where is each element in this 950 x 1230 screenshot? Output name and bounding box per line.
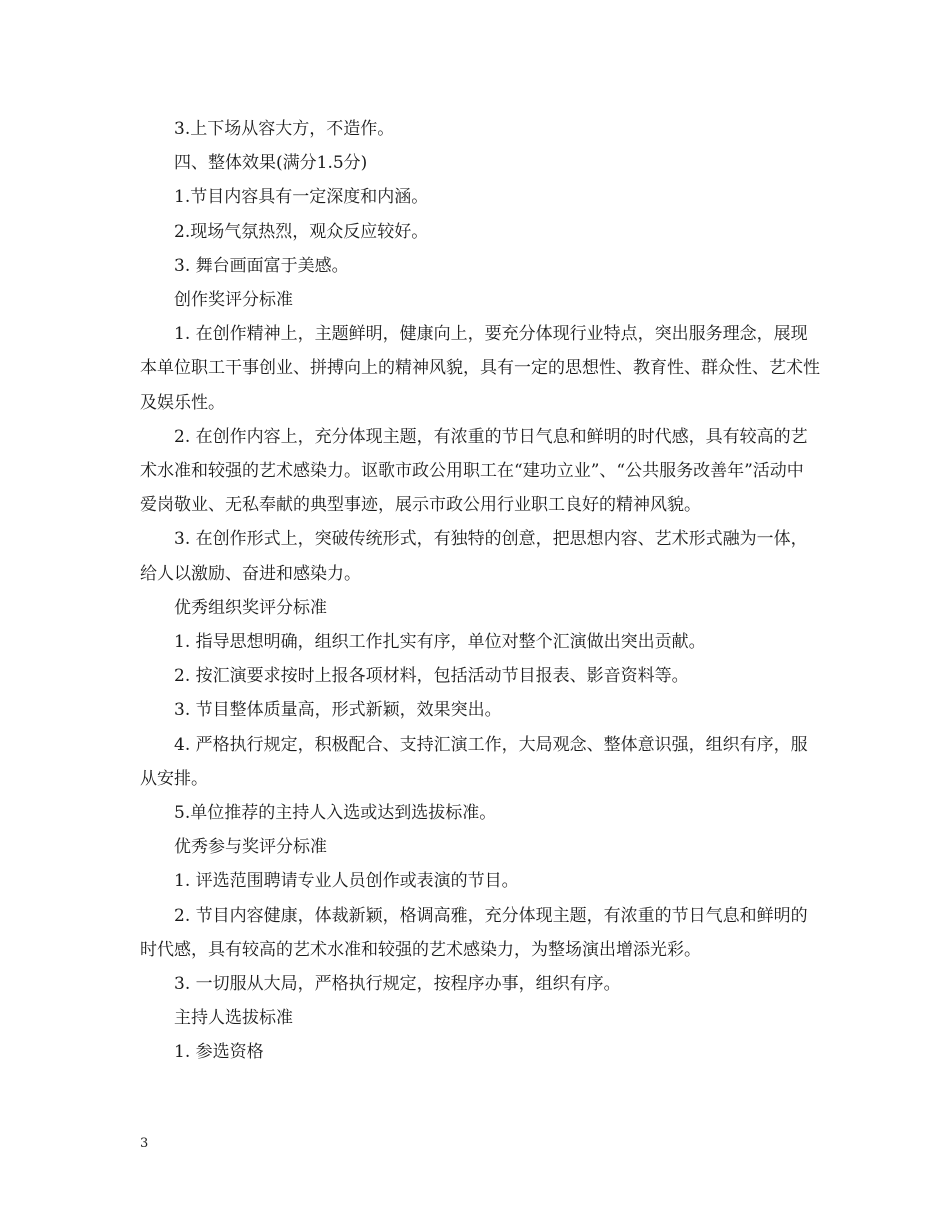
paragraph: 2.现场气氛热烈，观众反应较好。 — [174, 221, 429, 242]
paragraph: 3. 节目整体质量高，形式新颖，效果突出。 — [174, 700, 502, 721]
section-heading: 创作奖评分标准 — [174, 290, 293, 311]
section-heading: 主持人选拔标准 — [174, 1008, 293, 1029]
section-heading: 四、整体效果(满分1.5分) — [174, 153, 368, 174]
paragraph: 3. 舞台画面富于美感。 — [174, 255, 349, 276]
paragraph: 1.节目内容具有一定深度和内涵。 — [174, 187, 429, 208]
page-number: 3 — [140, 1136, 149, 1151]
paragraph: 1. 指导思想明确，组织工作扎实有序，单位对整个汇演做出突出贡献。 — [174, 632, 706, 653]
paragraph: 4. 严格执行规定，积极配合、支持汇演工作，大局观念、整体意识强，组织有序，服从安排。 — [140, 734, 808, 789]
paragraph: 1. 参选资格 — [174, 1042, 264, 1063]
paragraph: 2. 按汇演要求按时上报各项材料，包括活动节目报表、影音资料等。 — [174, 666, 689, 687]
section-heading: 优秀参与奖评分标准 — [174, 837, 327, 858]
paragraph: 2. 节目内容健康，体裁新颖，格调高雅，充分体现主题，有浓重的节日气息和鲜明的时代感，具有较高的艺术水准和较强的艺术感染力，为整场演出增添光彩。 — [140, 905, 808, 960]
paragraph: 2. 在创作内容上，充分体现主题，有浓重的节日气息和鲜明的时代感，具有较高的艺术水准和较强的艺术感染力。讴歌市政公用职工在“建功立业”、“公共服务改善年”活动中爱岗敬业、无私奉献的典型事迹，展示市政公用行业职工良好的精神风貌。 — [140, 426, 808, 516]
section-heading: 优秀组织奖评分标准 — [174, 597, 327, 618]
paragraph: 1. 在创作精神上，主题鲜明，健康向上，要充分体现行业特点，突出服务理念，展现本单位职工干事创业、拼搏向上的精神风貌，具有一定的思想性、教育性、群众性、艺术性及娱乐性。 — [140, 324, 820, 413]
paragraph: 3.上下场从容大方，不造作。 — [174, 119, 395, 139]
paragraph: 3. 一切服从大局，严格执行规定，按程序办事，组织有序。 — [174, 974, 621, 995]
document-body — [140, 112, 820, 1070]
paragraph: 1. 评选范围聘请专业人员创作或表演的节目。 — [174, 871, 519, 892]
paragraph: 5.单位推荐的主持人入选或达到选拔标准。 — [174, 803, 497, 824]
paragraph: 3. 在创作形式上，突破传统形式，有独特的创意，把思想内容、艺术形式融为一体，给人以激励、奋进和感染力。 — [140, 529, 808, 584]
